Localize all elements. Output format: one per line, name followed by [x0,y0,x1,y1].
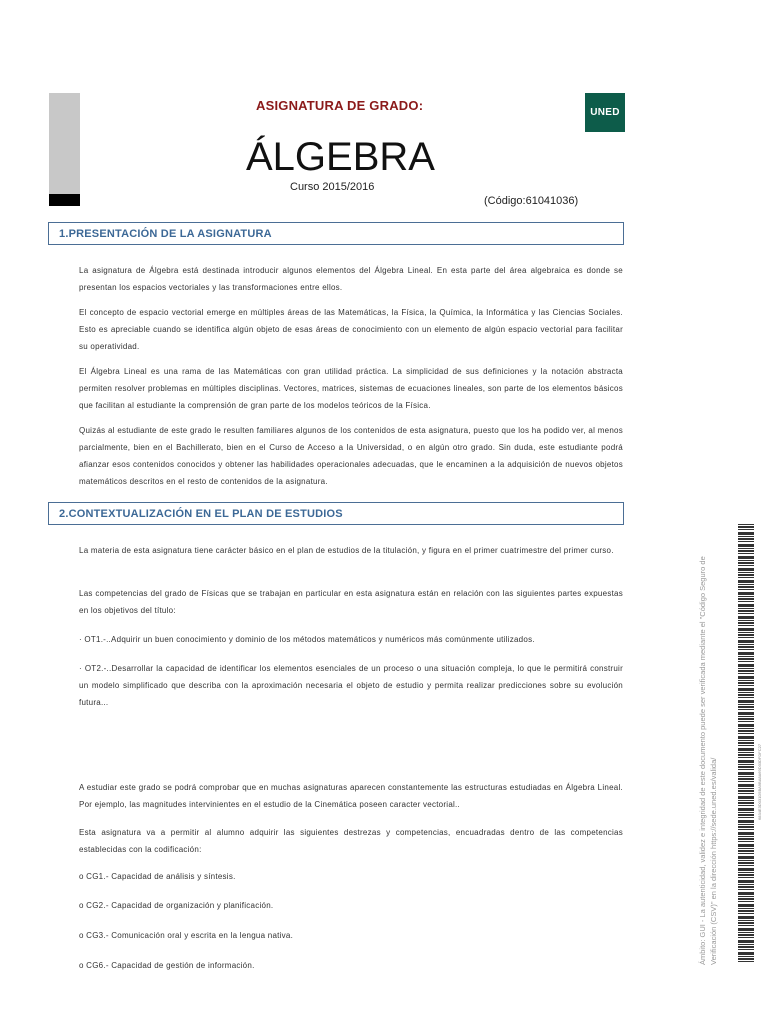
paragraph: La asignatura de Álgebra está destinada introducir algunos elementos del Álgebra Lineal. En esta parte del área algebraica es donde se presentan los espacios vectoriales y las transformaciones entre ellos. [79,266,623,292]
section-title: 2.CONTEXTUALIZACIÓN EN EL PLAN DE ESTUDIOS [59,507,343,520]
verification-note: Ámbito: GUI - La autenticidad, validez e integridad de este documento puede ser verificada mediante el "Código Seguro de Verificación (CSV)" en la dirección https://sede.uned.es/valida/ [698,556,718,965]
subject-code: (Código:61041036) [484,195,579,207]
paragraph: Esta asignatura va a permitir al alumno adquirir las siguientes destrezas y competencias, encuadradas dentro de las competencias establecidas con la codificación: [79,828,623,854]
objective-ot1: · OT1.-..Adquirir un buen conocimiento y dominio de los métodos matemáticos y numéricos más comúnmente utilizados. [79,635,535,644]
competence-item: o CG1.- Capacidad de análisis y síntesis. [79,872,236,881]
paragraph: A estudiar este grado se podrá comprobar que en muchas asignaturas aparecen constantemente las estructuras estudiadas en Álgebra Lineal. Por ejemplo, las magnitudes intervinientes en el estudio de la Cinemática poseen caracter vectorial.. [79,783,623,809]
decorative-black-bar [49,194,80,206]
uned-logo: UNED [585,93,625,132]
objective-ot2: · OT2.-..Desarrollar la capacidad de identificar los elementos esenciales de un proceso o una situación compleja, lo que le permitirá construir un modelo simplificado que describa con la aproximación necesaria el objeto de estudio y permita realizar predicciones sobre su evolución futura... [79,664,623,707]
paragraph: La materia de esta asignatura tiene carácter básico en el plan de estudios de la titulación, y figura en el primer cuatrimestre del primer curso. [79,546,614,555]
course-year: Curso 2015/2016 [290,181,375,193]
page-title: ÁLGEBRA [246,135,435,179]
competence-item: o CG2.- Capacidad de organización y planificación. [79,901,274,910]
paragraph: El Álgebra Lineal es una rama de las Matemáticas con gran utilidad práctica. La simplicidad de sus definiciones y la notación abstracta permiten resolver problemas en múltiples disciplinas. Vectores, matrices, sistemas de ecuaciones lineales, son parte de los elementos básicos que facilitan al estudiante la comprensión de gran parte de los modelos teóricos de la Física. [79,367,623,410]
paragraph: El concepto de espacio vectorial emerge en múltiples áreas de las Matemáticas, la Física, la Química, la Informática y las Ciencias Sociales. Esto es apreciable cuando se identifica algún objeto de esas áreas de conocimiento con un elemento de algún espacio vectorial para facilitar su operatividad. [79,308,623,351]
section-title: 1.PRESENTACIÓN DE LA ASIGNATURA [59,227,272,240]
paragraph: Las competencias del grado de Físicas que se trabajan en particular en esta asignatura están en relación con las siguientes partes expuestas en los objetivos del título: [79,589,623,615]
barcode-number: 6834E3D031D5BA9BA8A69D33DFDFC27 [757,743,762,820]
barcode-icon [738,524,754,964]
subject-kicker: ASIGNATURA DE GRADO: [256,98,424,113]
competence-item: o CG3.- Comunicación oral y escrita en la lengua nativa. [79,931,294,940]
decorative-grey-bar [49,93,80,194]
competence-item: o CG6.- Capacidad de gestión de información. [79,961,255,970]
section-header-contextualizacion [48,502,624,525]
paragraph: Quizás al estudiante de este grado le resulten familiares algunos de los contenidos de esta asignatura, puesto que los ha podido ver, al menos parcialmente, bien en el Bachillerato, bien en el Curso de Acceso a la Universidad, o en algún otro grado. Sin duda, este estudiante podrá afianzar esos contenidos conocidos y obtener las habilidades operacionales adecuadas, que le encaminen a la adquisición de nuevos objetos matemáticos descritos en el resto de contenidos de la asignatura. [79,426,623,486]
section-header-presentacion [48,222,624,245]
